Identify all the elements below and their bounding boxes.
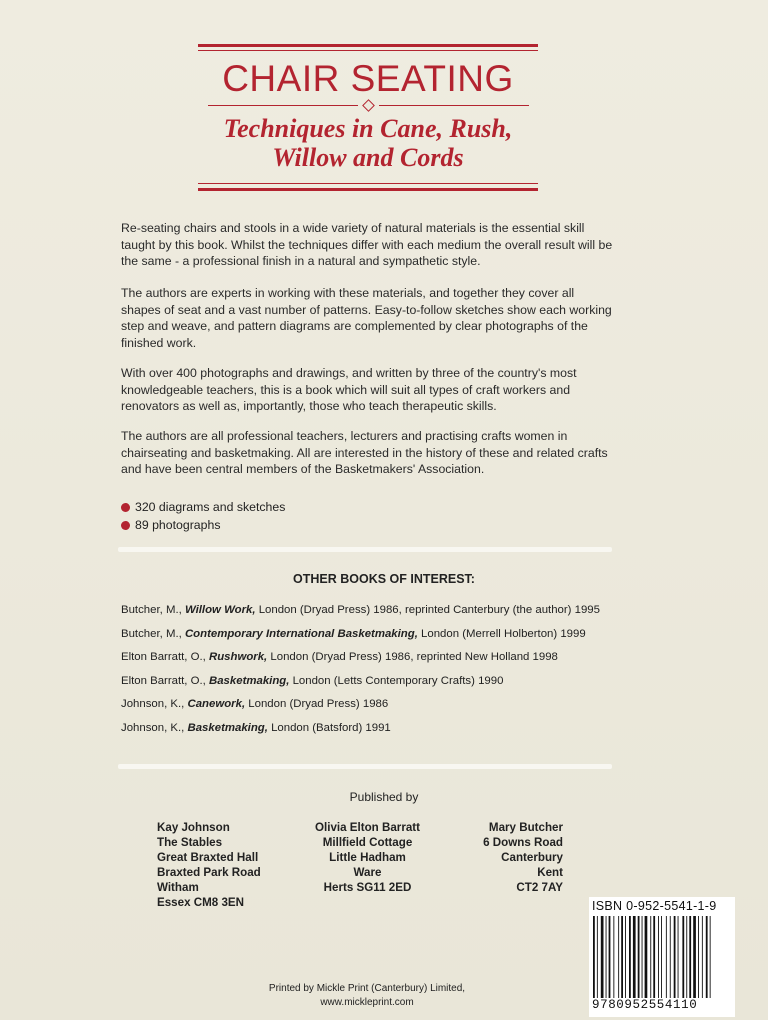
title-block (198, 44, 538, 191)
barcode-bar (658, 916, 659, 998)
barcode-bar (693, 916, 696, 998)
publisher-address-butcher: Mary Butcher 6 Downs Road Canterbury Kent CT2 7AY (483, 821, 563, 894)
book-subtitle (198, 114, 538, 172)
barcode-bar (621, 916, 623, 998)
feature-bullets (121, 498, 285, 534)
barcode-bar (706, 916, 708, 998)
book-entry: Butcher, M., Willow Work, London (Dryad Press) 1986, reprinted Canterbury (the author) 1995 (121, 604, 600, 616)
barcode-icon (592, 916, 732, 998)
blurb-paragraph-2: The authors are experts in working with these materials, and together they cover all shapes of seat and a vast number of patterns. Easy-to-follow sketches show each working step and weave, and pattern diagrams are complemented by clear photographs of the finished work. (121, 286, 612, 350)
blurb-paragraph-4: The authors are all professional teachers, lecturers and practising crafts women in chairseating and basketmaking. All are interested in the history of these and related crafts and have been central members of the Basketmakers' Association. (121, 429, 608, 476)
barcode-bar (642, 916, 643, 998)
book-entry: Johnson, K., Basketmaking, London (Batsford) 1991 (121, 721, 391, 734)
book-entry: Elton Barratt, O., Rushwork, London (Dryad Press) 1986, reprinted New Holland 1998 (121, 651, 558, 663)
barcode-bar (710, 916, 711, 998)
barcode-bar (638, 916, 640, 998)
blurb-paragraph-3: With over 400 photographs and drawings, and written by three of the country's most knowledgeable teachers, this is a book which will suit all types of craft workers and renovators as well as, importantly, those who teach therapeutic skills. (121, 366, 577, 413)
barcode-bar (625, 916, 626, 998)
barcode-bar (670, 916, 671, 998)
barcode-bar (597, 916, 598, 998)
title-top-rule (198, 44, 538, 47)
barcode-bar (613, 916, 614, 998)
bullet-item: 320 diagrams and sketches (121, 498, 285, 516)
barcode-bar (629, 916, 631, 998)
barcode-bar (702, 916, 703, 998)
diamond-ornament-icon (362, 99, 375, 112)
other-books-list (121, 602, 600, 743)
printer-credit: Printed by Mickle Print (Canterbury) Limited, www.mickleprint.com (268, 983, 466, 1008)
barcode-bar (601, 916, 604, 998)
barcode-bar (609, 916, 611, 998)
barcode-bar (593, 916, 595, 998)
barcode-bar (661, 916, 662, 998)
other-books-heading: OTHER BOOKS OF INTEREST: (293, 572, 475, 586)
barcode-bar (653, 916, 655, 998)
barcode-bar (689, 916, 691, 998)
barcode-bar (606, 916, 607, 998)
bullet-item: 89 photographs (121, 516, 285, 534)
isbn-barcode-box (589, 897, 735, 1017)
barcode-bar (674, 916, 676, 998)
barcode-bar (678, 916, 679, 998)
book-entry: Elton Barratt, O., Basketmaking, London (Letts Contemporary Crafts) 1990 (121, 674, 504, 687)
ean-number: 9780952554110 (592, 998, 698, 1012)
blurb-paragraph-1: Re-seating chairs and stools in a wide variety of natural materials is the essential skill taught by this book. Whilst the techniques differ with each medium the overall result will be the same - a professional finish in a natural and sympathetic style. (121, 221, 613, 268)
bullet-dot-icon (121, 503, 130, 512)
title-divider (198, 101, 538, 110)
subtitle-line-2: Willow and Cords (272, 143, 464, 172)
isbn-label: ISBN 0-952-5541-1-9 (592, 899, 717, 913)
publisher-address-elton-barratt: Olivia Elton Barratt Millfield Cottage Little Hadham Ware Herts SG11 2ED (314, 821, 420, 894)
bullet-dot-icon (121, 521, 130, 530)
section-divider (118, 764, 612, 769)
book-title: CHAIR SEATING (222, 58, 514, 99)
barcode-bar (633, 916, 636, 998)
barcode-bar (686, 916, 687, 998)
barcode-bar (618, 916, 619, 998)
published-by-label: Published by (349, 790, 419, 804)
publisher-address-johnson: Kay Johnson The Stables Great Braxted Hall Braxted Park Road Witham Essex CM8 3EN (157, 821, 261, 909)
book-entry: Butcher, M., Contemporary International Basketmaking, London (Merrell Holberton) 1999 (121, 627, 586, 640)
barcode-bar (645, 916, 648, 998)
title-bottom-rule (198, 188, 538, 191)
barcode-bar (666, 916, 667, 998)
barcode-bar (698, 916, 699, 998)
barcode-bar (682, 916, 684, 998)
subtitle-line-1: Techniques in Cane, Rush, (223, 114, 513, 143)
book-entry: Johnson, K., Canework, London (Dryad Press) 1986 (121, 698, 389, 710)
section-divider (118, 547, 612, 552)
barcode-bar (650, 916, 651, 998)
